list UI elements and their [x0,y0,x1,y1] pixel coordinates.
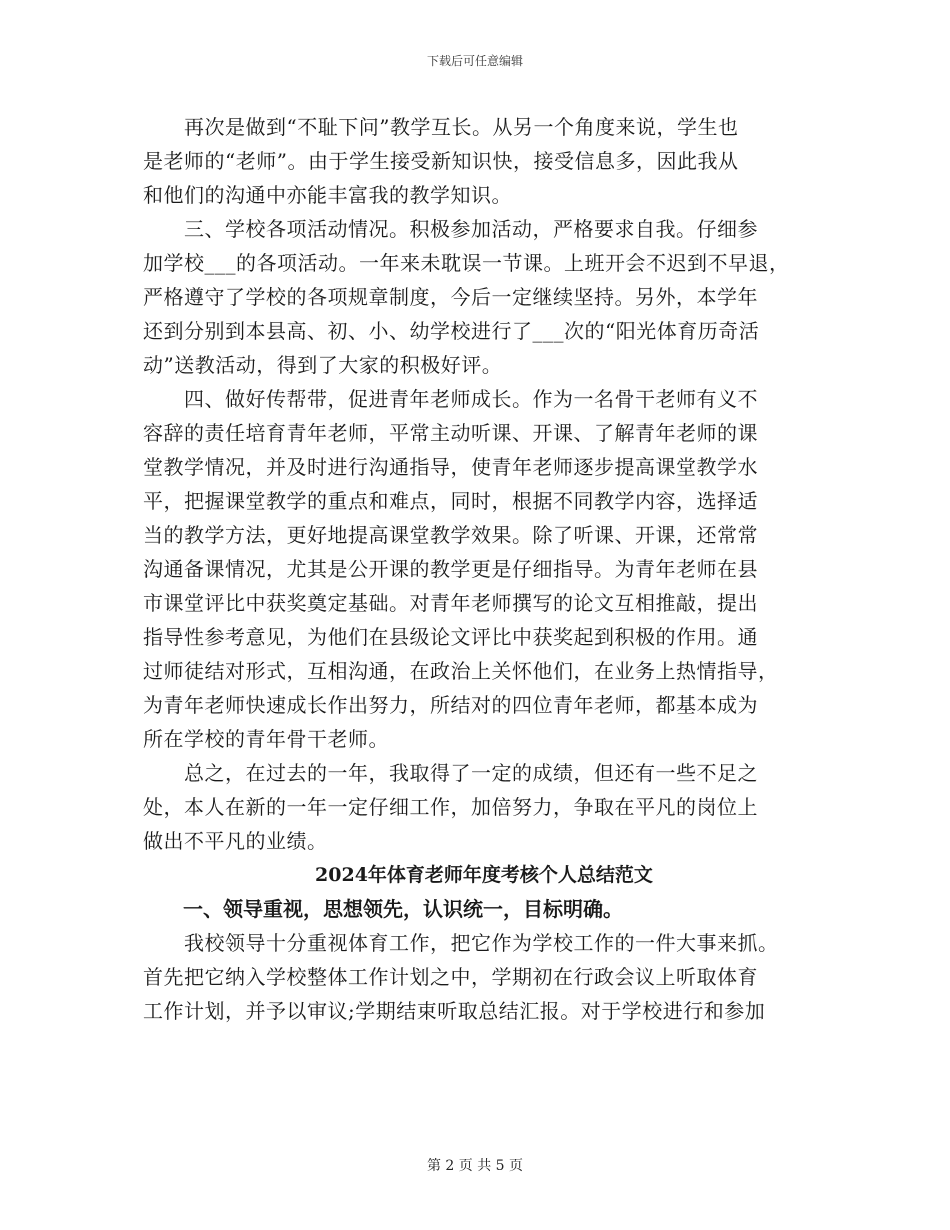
body-line: 平，把握课堂教学的重点和难点，同时，根据不同教学内容，选择适 [143,489,758,513]
body-line: 四、做好传帮带，促进青年老师成长。作为一名骨干老师有义不 [143,387,758,411]
body-line: 再次是做到“不耻下问”教学互长。从另一个角度来说，学生也 [143,115,739,139]
body-line: 我校领导十分重视体育工作，把它作为学校工作的一件大事来抓。 [143,931,779,955]
body-line: 处，本人在新的一年一定仔细工作，加倍努力，争取在平凡的岗位上 [143,795,758,819]
page-footer: 第 2 页 共 5 页 [426,1158,524,1174]
body-line: 指导性参考意见，为他们在县级论文评比中获奖起到积极的作用。通 [143,625,758,649]
body-line: 所在学校的青年骨干老师。 [143,727,389,751]
document-body [143,110,813,1028]
body-line: 堂教学情况，并及时进行沟通指导，使青年老师逐步提高课堂教学水 [143,455,758,479]
body-line: 三、学校各项活动情况。积极参加活动，严格要求自我。仔细参 [143,217,758,241]
body-line: 市课堂评比中获奖奠定基础。对青年老师撰写的论文互相推敲，提出 [143,591,758,615]
body-line: 首先把它纳入学校整体工作计划之中，学期初在行政会议上听取体育 [143,965,758,989]
body-line: 还到分别到本县高、初、小、幼学校进行了___次的“阳光体育历奇活 [143,319,760,343]
body-line: 当的教学方法，更好地提高课堂教学效果。除了听课、开课，还常常 [143,523,758,547]
body-line: 是老师的“老师”。由于学生接受新知识快，接受信息多，因此我从 [143,149,739,173]
body-line: 和他们的沟通中亦能丰富我的教学知识。 [143,183,512,207]
body-line: 沟通备课情况，尤其是公开课的教学更是仔细指导。为青年老师在县 [143,557,758,581]
body-line: 容辞的责任培育青年老师，平常主动听课、开课、了解青年老师的课 [143,421,758,445]
body-line: 加学校___的各项活动。一年来未耽误一节课。上班开会不迟到不早退， [143,251,790,275]
section-title: 2024年体育老师年度考核个人总结范文 [315,864,653,886]
body-line: 过师徒结对形式，互相沟通，在政治上关怀他们，在业务上热情指导， [143,659,779,683]
page-header: 下载后可任意编辑 [426,54,523,68]
section-heading: 一、领导重视，思想领先，认识统一，目标明确。 [143,897,623,921]
body-line: 做出不平凡的业绩。 [143,829,328,853]
body-line: 总之，在过去的一年，我取得了一定的成绩，但还有一些不足之 [143,761,758,785]
body-line: 为青年老师快速成长作出努力，所结对的四位青年老师，都基本成为 [143,693,758,717]
body-line: 工作计划，并予以审议;学期结束听取总结汇报。对于学校进行和参加 [143,999,766,1023]
body-line: 动”送教活动，得到了大家的积极好评。 [143,353,503,377]
body-line: 严格遵守了学校的各项规章制度，今后一定继续坚持。另外，本学年 [143,285,758,309]
